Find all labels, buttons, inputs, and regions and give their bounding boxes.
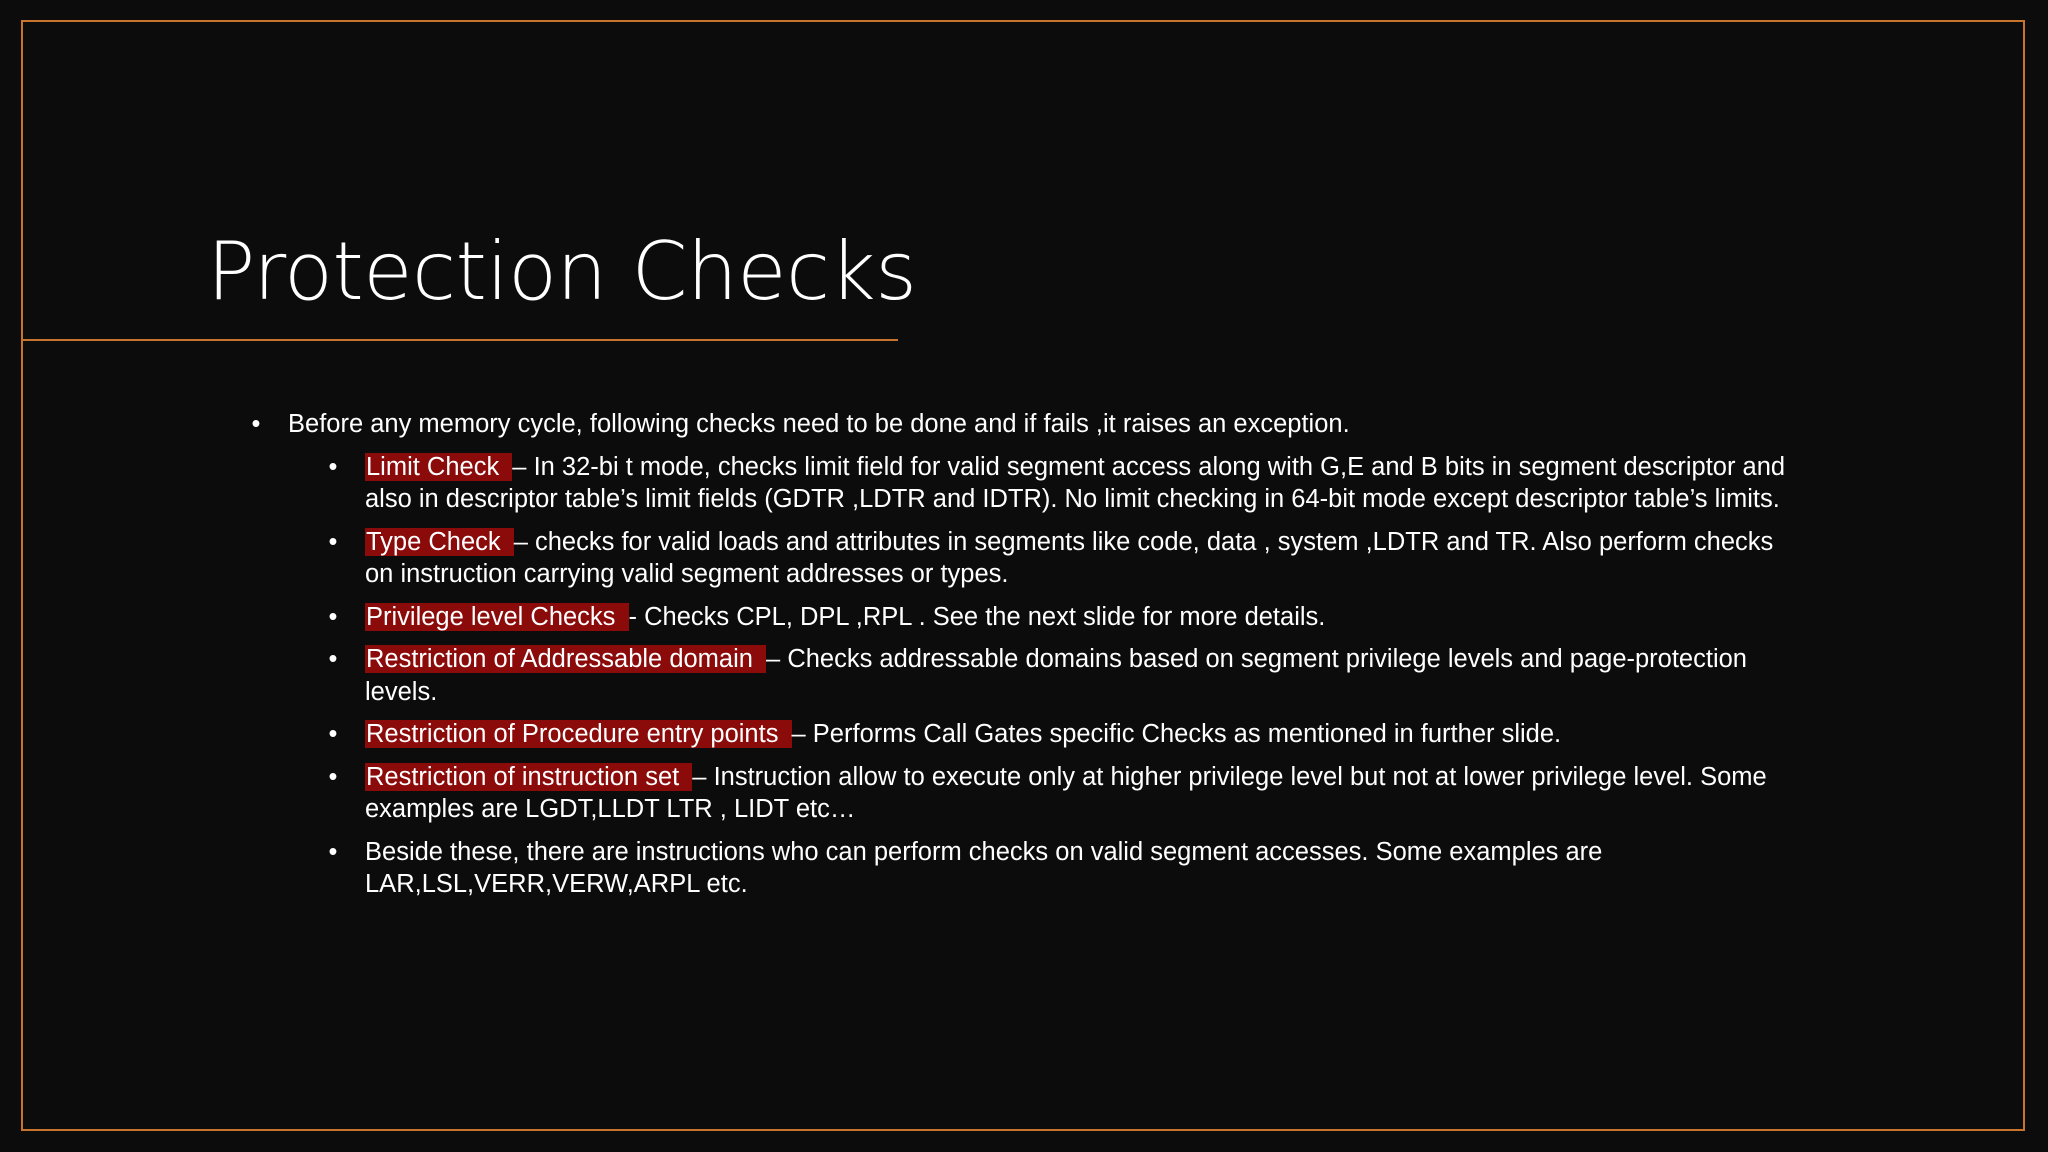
bullet-icon: •: [328, 452, 338, 481]
check-item-privilege: [328, 601, 1806, 634]
bullet-icon: •: [251, 410, 261, 438]
bullet-icon: •: [328, 527, 338, 556]
bullet-icon: •: [328, 602, 338, 631]
check-item-limit: [328, 451, 1806, 516]
bullet-icon: •: [328, 720, 338, 748]
title-underline: [21, 339, 898, 341]
check-description: – checks for valid loads and attributes in segments like code, data , system ,LDTR and TR. Also perform checks on instruction carrying valid segment addresses or types.: [365, 527, 1774, 588]
bullet-icon: •: [328, 837, 338, 866]
check-term-highlight: Restriction of Procedure entry points: [365, 720, 792, 748]
check-term-highlight: Type Check: [365, 528, 514, 556]
check-item-type: [328, 526, 1806, 591]
check-item-instruction-set: [328, 761, 1806, 826]
check-item-other-instructions: [328, 836, 1806, 901]
bullet-icon: •: [328, 645, 338, 673]
intro-bullet: [246, 408, 1806, 441]
check-description: - Checks CPL, DPL ,RPL . See the next slide for more details.: [628, 602, 1326, 631]
check-item-addressable-domain: [328, 643, 1806, 708]
slide-body: [246, 408, 1806, 911]
bullet-icon: •: [328, 762, 338, 791]
checks-list: [246, 451, 1806, 901]
check-term-highlight: Limit Check: [365, 453, 512, 481]
check-description: – Performs Call Gates specific Checks as mentioned in further slide.: [791, 720, 1562, 748]
check-term-highlight: Restriction of Addressable domain: [365, 645, 766, 673]
check-item-procedure-entry: [328, 718, 1806, 751]
check-description: Beside these, there are instructions who can perform checks on valid segment accesses. Some examples are LAR,LSL,VERR,VERW,ARPL etc.: [365, 837, 1603, 898]
check-term-highlight: Restriction of instruction set: [365, 763, 692, 791]
check-description: – Instruction allow to execute only at higher privilege level but not at lower privilege level. Some examples are LGDT,LLDT LTR , LIDT etc…: [365, 762, 1767, 823]
intro-text: Before any memory cycle, following checks need to be done and if fails ,it raises an exception.: [288, 410, 1350, 438]
check-term-highlight: Privilege level Checks: [365, 603, 629, 631]
slide-title: Protection Checks: [207, 225, 917, 318]
check-description: – Checks addressable domains based on segment privilege levels and page-protection levels.: [365, 645, 1747, 706]
check-description: – In 32-bi t mode, checks limit field for valid segment access along with G,E and B bits in segment descriptor and also in descriptor table’s limit fields (GDTR ,LDTR and IDTR). No limit checking in 64-bit mode except descriptor table’s limits.: [365, 452, 1786, 513]
